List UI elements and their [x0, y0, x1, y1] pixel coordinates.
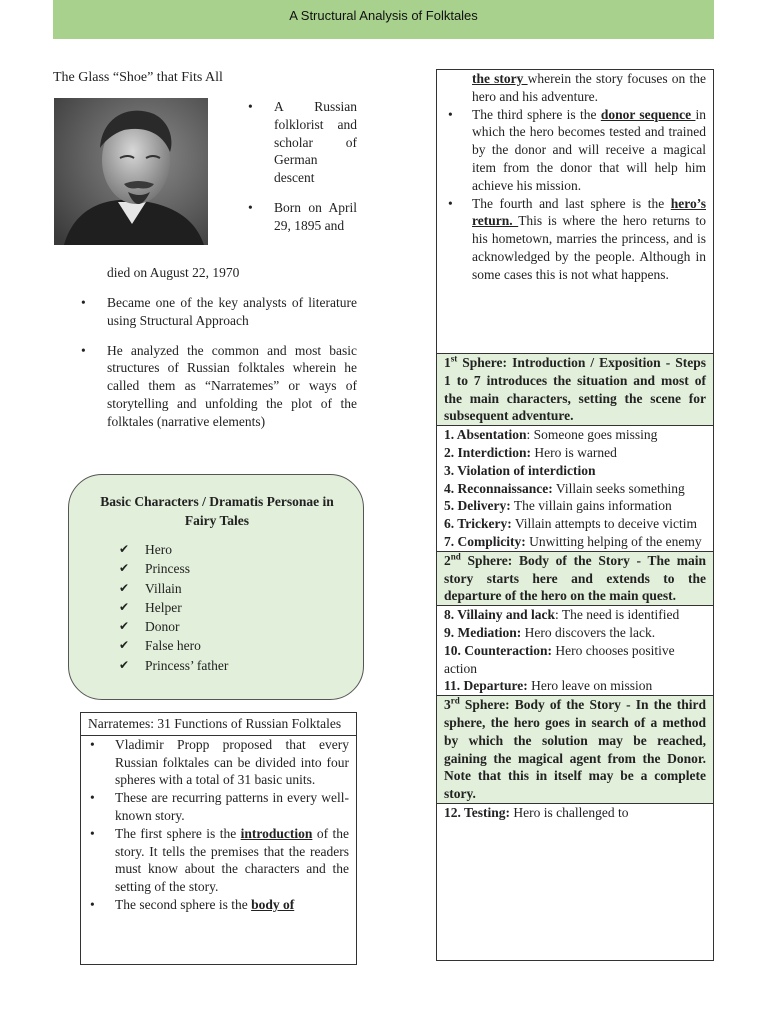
bio-bullet-origin: • A Russian folklorist and scholar of German descent [245, 98, 357, 187]
function-text: Hero leave on mission [527, 678, 653, 694]
character-item: ✔ Helper [119, 598, 228, 617]
portrait-photo [54, 98, 208, 245]
function-item [444, 804, 706, 822]
text-segment: in which the hero becomes tested and trained by the donor and will receive a magical item from the donor that will help him achieve his mission. [472, 106, 706, 193]
spheres-table [436, 69, 714, 961]
characters-box [68, 474, 364, 700]
function-label: 2. Interdiction: [444, 444, 531, 460]
function-label: 10. Counteraction: [444, 642, 552, 658]
function-text: : The need is identified [555, 607, 680, 623]
function-item [444, 497, 706, 515]
function-label: 9. Mediation: [444, 624, 522, 640]
sphere-2-header [437, 551, 713, 605]
narratemes-bullet [87, 825, 349, 896]
function-item [444, 462, 706, 480]
term-the-story: the story [472, 71, 528, 86]
function-item [444, 515, 706, 533]
character-item: ✔ Hero [119, 540, 228, 559]
overview-bullet-fourth [445, 195, 706, 284]
term-heros-return: hero’s return. [472, 195, 706, 229]
function-text: The villain gains information [510, 498, 672, 514]
function-label: 4. Reconnaissance: [444, 480, 553, 496]
function-item [444, 444, 706, 462]
narratemes-bullet: • Vladimir Propp proposed that every Russian folktales can be divided into four spheres with a total of 31 basic units. [87, 736, 349, 789]
characters-title: Basic Characters / Dramatis Personae in Fairy Tales [100, 494, 334, 528]
text-segment: wherein the story focuses on the hero and his adventure. [472, 71, 706, 104]
bio-bullet-narratemes: • He analyzed the common and most basic structures of Russian folktales wherein he called them as “Narratemes” or ways of storytelling and unfolding the plot of the folktales (narrative elements) [78, 342, 357, 431]
text-segment: The second sphere is the [115, 896, 252, 912]
function-text: : Someone goes missing [526, 427, 658, 443]
page-header [53, 0, 714, 39]
function-text: Hero discovers the lack. [521, 624, 656, 640]
function-label: 6. Trickery: [444, 516, 512, 532]
bio-bullet-analyst: • Became one of the key analysts of literature using Structural Approach [78, 294, 357, 330]
ordinal-suffix: st [450, 353, 458, 364]
bio-bullets-bottom [78, 294, 357, 443]
sphere-text: Sphere: Body of the Story - In the third sphere, the hero goes in search of a method by which the solution may be reached, gaining the magical agent from the Donor. Note that this in itself may be a complete story. [444, 697, 706, 802]
function-item [444, 606, 706, 624]
bio-bullet-born: • Born on April 29, 1895 and [245, 199, 357, 235]
ordinal-suffix: nd [450, 551, 461, 562]
sphere-2-functions [437, 605, 713, 695]
character-item: ✔ Princess’ father [119, 656, 228, 675]
sphere-text: Sphere: Introduction / Exposition - Steps 1 to 7 introduces the situation and most of the main characters, setting the scene for subsequent adventure. [444, 355, 706, 424]
narratemes-title: Narratemes: 31 Functions of Russian Folktales [81, 713, 356, 736]
bio-bullets-top [245, 98, 357, 247]
sphere-1-header [437, 353, 713, 425]
page-title: A Structural Analysis of Folktales [289, 8, 478, 23]
function-label: 5. Delivery: [444, 498, 511, 514]
ordinal-suffix: rd [450, 695, 460, 706]
function-item [444, 533, 706, 551]
function-text: Villain seeks something [552, 480, 685, 496]
function-item [444, 480, 706, 498]
function-text: Hero is challenged to [510, 804, 629, 820]
overview-continued [445, 70, 706, 106]
narratemes-bullet [87, 896, 349, 914]
narratemes-body [81, 736, 356, 914]
sphere-number: 1 [444, 355, 451, 370]
function-label: 3. Violation of interdiction [444, 462, 596, 478]
sphere-text: Sphere: Body of the Story - The main story starts here and extends to the departure of the hero on the main quest. [444, 552, 706, 604]
function-item [444, 624, 706, 642]
article-subtitle: The Glass “Shoe” that Fits All [53, 70, 223, 85]
function-text: Hero chooses positive action [444, 642, 675, 676]
characters-list [119, 540, 228, 675]
term-introduction: introduction [240, 825, 313, 841]
function-item [444, 677, 706, 695]
sphere-number: 3 [444, 697, 451, 713]
function-label: 1. Absentation [444, 427, 527, 443]
sphere-3-header [437, 695, 713, 803]
function-label: 7. Complicity: [444, 533, 526, 549]
function-item [444, 642, 706, 678]
text-segment: This is where the hero returns to his hometown, marries the princess, and is acknowledged by the people. Although in some cases this is not what happens. [472, 213, 707, 282]
sphere-3-functions [437, 803, 713, 822]
sphere-number: 2 [444, 552, 451, 568]
character-item: ✔ Villain [119, 579, 228, 598]
bio-died: died on August 22, 1970 [107, 265, 240, 280]
function-text: Unwitting helping of the enemy [525, 533, 702, 549]
character-item: ✔ Princess [119, 559, 228, 578]
function-text: Villain attempts to deceive victim [511, 516, 698, 532]
narratemes-table [80, 712, 357, 965]
function-label: 12. Testing: [444, 804, 511, 820]
function-item [444, 426, 706, 444]
term-donor-sequence: donor sequence [600, 106, 696, 122]
portrait-illustration [54, 98, 208, 245]
text-segment: of the story. It tells the premises that the readers must know about the characters and the setting of the story. [115, 825, 349, 895]
term-body: body of [251, 896, 295, 912]
text-segment: The first sphere is the [115, 825, 241, 841]
narratemes-bullet: • These are recurring patterns in every well-known story. [87, 789, 349, 825]
character-item: ✔ False hero [119, 636, 228, 655]
text-segment: The third sphere is the [472, 106, 601, 122]
function-label: 11. Departure: [444, 678, 528, 694]
spheres-overview-cell [437, 70, 713, 353]
character-item: ✔ Donor [119, 617, 228, 636]
sphere-1-functions [437, 425, 713, 551]
function-text: Hero is warned [531, 444, 617, 460]
text-segment: The fourth and last sphere is the [472, 195, 671, 211]
overview-bullet-third [445, 106, 706, 195]
function-label: 8. Villainy and lack [444, 607, 556, 623]
